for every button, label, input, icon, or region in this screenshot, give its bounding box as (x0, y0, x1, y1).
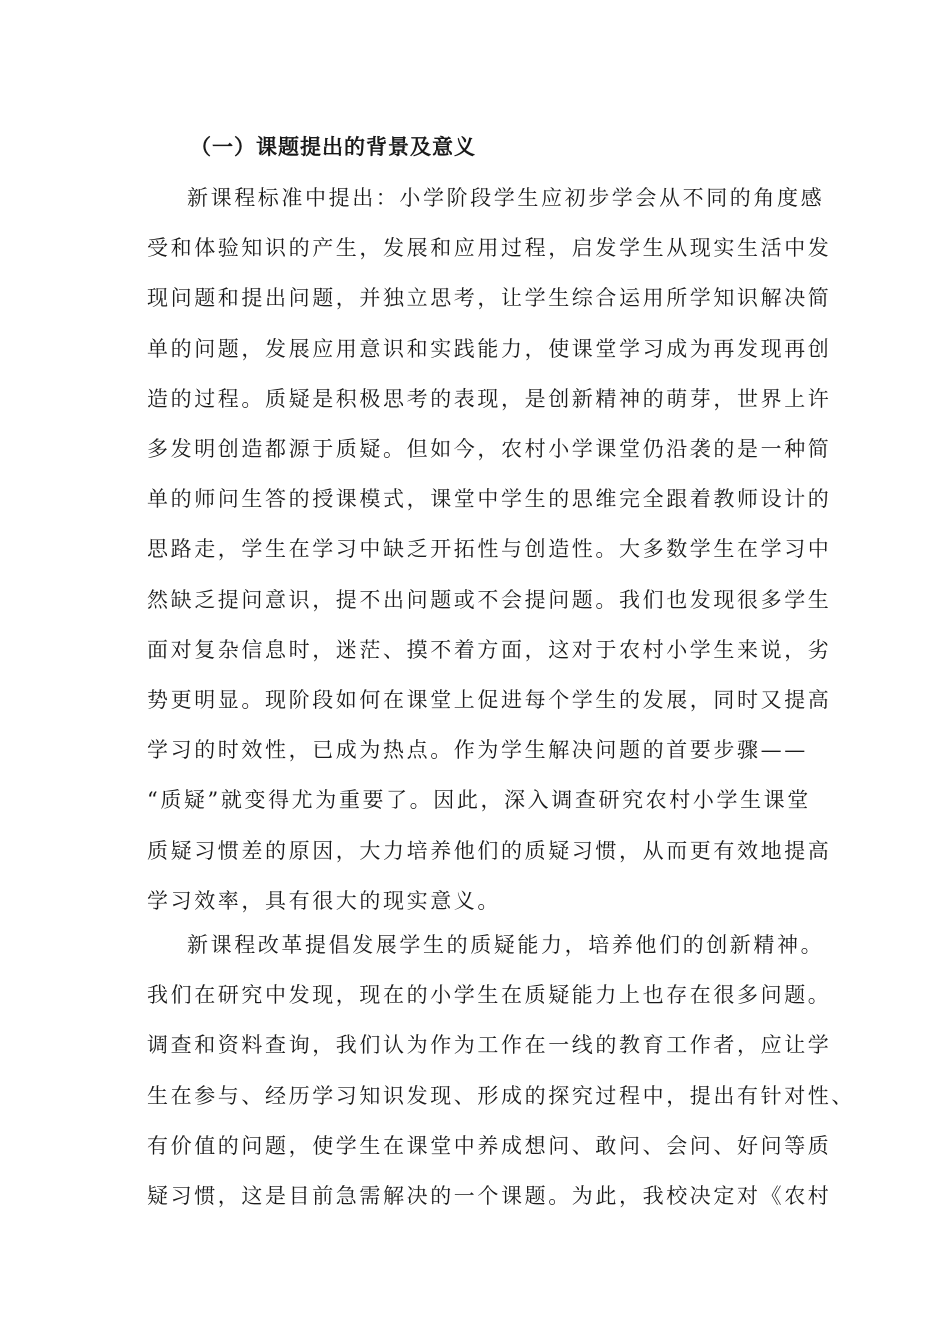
paragraph-1-line: 学习的时效性，已成为热点。作为学生解决问题的首要步骤—— (147, 738, 808, 763)
paragraph-1-line: 受和体验知识的产生，发展和应用过程，启发学生从现实生活中发 (147, 236, 832, 261)
paragraph-1-line: 新课程标准中提出：小学阶段学生应初步学会从不同的角度感 (187, 186, 825, 210)
paragraph-1-line: 单的师问生答的授课模式，课堂中学生的思维完全跟着教师设计的 (147, 487, 832, 512)
paragraph-1-line: 面对复杂信息时，迷茫、摸不着方面，这对于农村小学生来说，劣 (147, 637, 832, 662)
paragraph-1-line: 势更明显。现阶段如何在课堂上促进每个学生的发展，同时又提高 (147, 688, 832, 712)
paragraph-2-line: 调查和资料查询，我们认为作为工作在一线的教育工作者，应让学 (147, 1033, 832, 1058)
paragraph-1-line: 学习效率，具有很大的现实意义。 (147, 888, 501, 913)
paragraph-1-line: 质疑习惯差的原因，大力培养他们的质疑习惯，从而更有效地提高 (147, 838, 832, 863)
paragraph-2-line: 我们在研究中发现，现在的小学生在质疑能力上也存在很多问题。 (147, 983, 832, 1008)
paragraph-1-line: “质疑”就变得尤为重要了。因此，深入调查研究农村小学生课堂 (147, 788, 811, 813)
paragraph-2-line: 新课程改革提倡发展学生的质疑能力，培养他们的创新精神。 (187, 933, 825, 957)
paragraph-1-line: 造的过程。质疑是积极思考的表现，是创新精神的萌芽，世界上许 (147, 386, 832, 411)
paragraph-2-line: 疑习惯，这是目前急需解决的一个课题。为此，我校决定对《农村 (147, 1184, 832, 1208)
paragraph-2-line: 有价值的问题，使学生在课堂中养成想问、敢问、会问、好问等质 (147, 1133, 832, 1158)
paragraph-2-line: 生在参与、经历学习知识发现、形成的探究过程中，提出有针对性、 (147, 1083, 855, 1108)
paragraph-1-line: 现问题和提出问题，并独立思考，让学生综合运用所学知识解决简 (147, 286, 832, 311)
paragraph-1-line: 然缺乏提问意识，提不出问题或不会提问题。我们也发现很多学生 (147, 587, 832, 612)
paragraph-1-line: 单的问题，发展应用意识和实践能力，使课堂学习成为再发现再创 (147, 336, 832, 361)
paragraph-1-line: 多发明创造都源于质疑。但如今，农村小学课堂仍沿袭的是一种简 (147, 437, 832, 461)
section-heading: （一）课题提出的背景及意义 (190, 134, 476, 159)
paragraph-1-line: 思路走，学生在学习中缺乏开拓性与创造性。大多数学生在学习中 (147, 537, 832, 562)
